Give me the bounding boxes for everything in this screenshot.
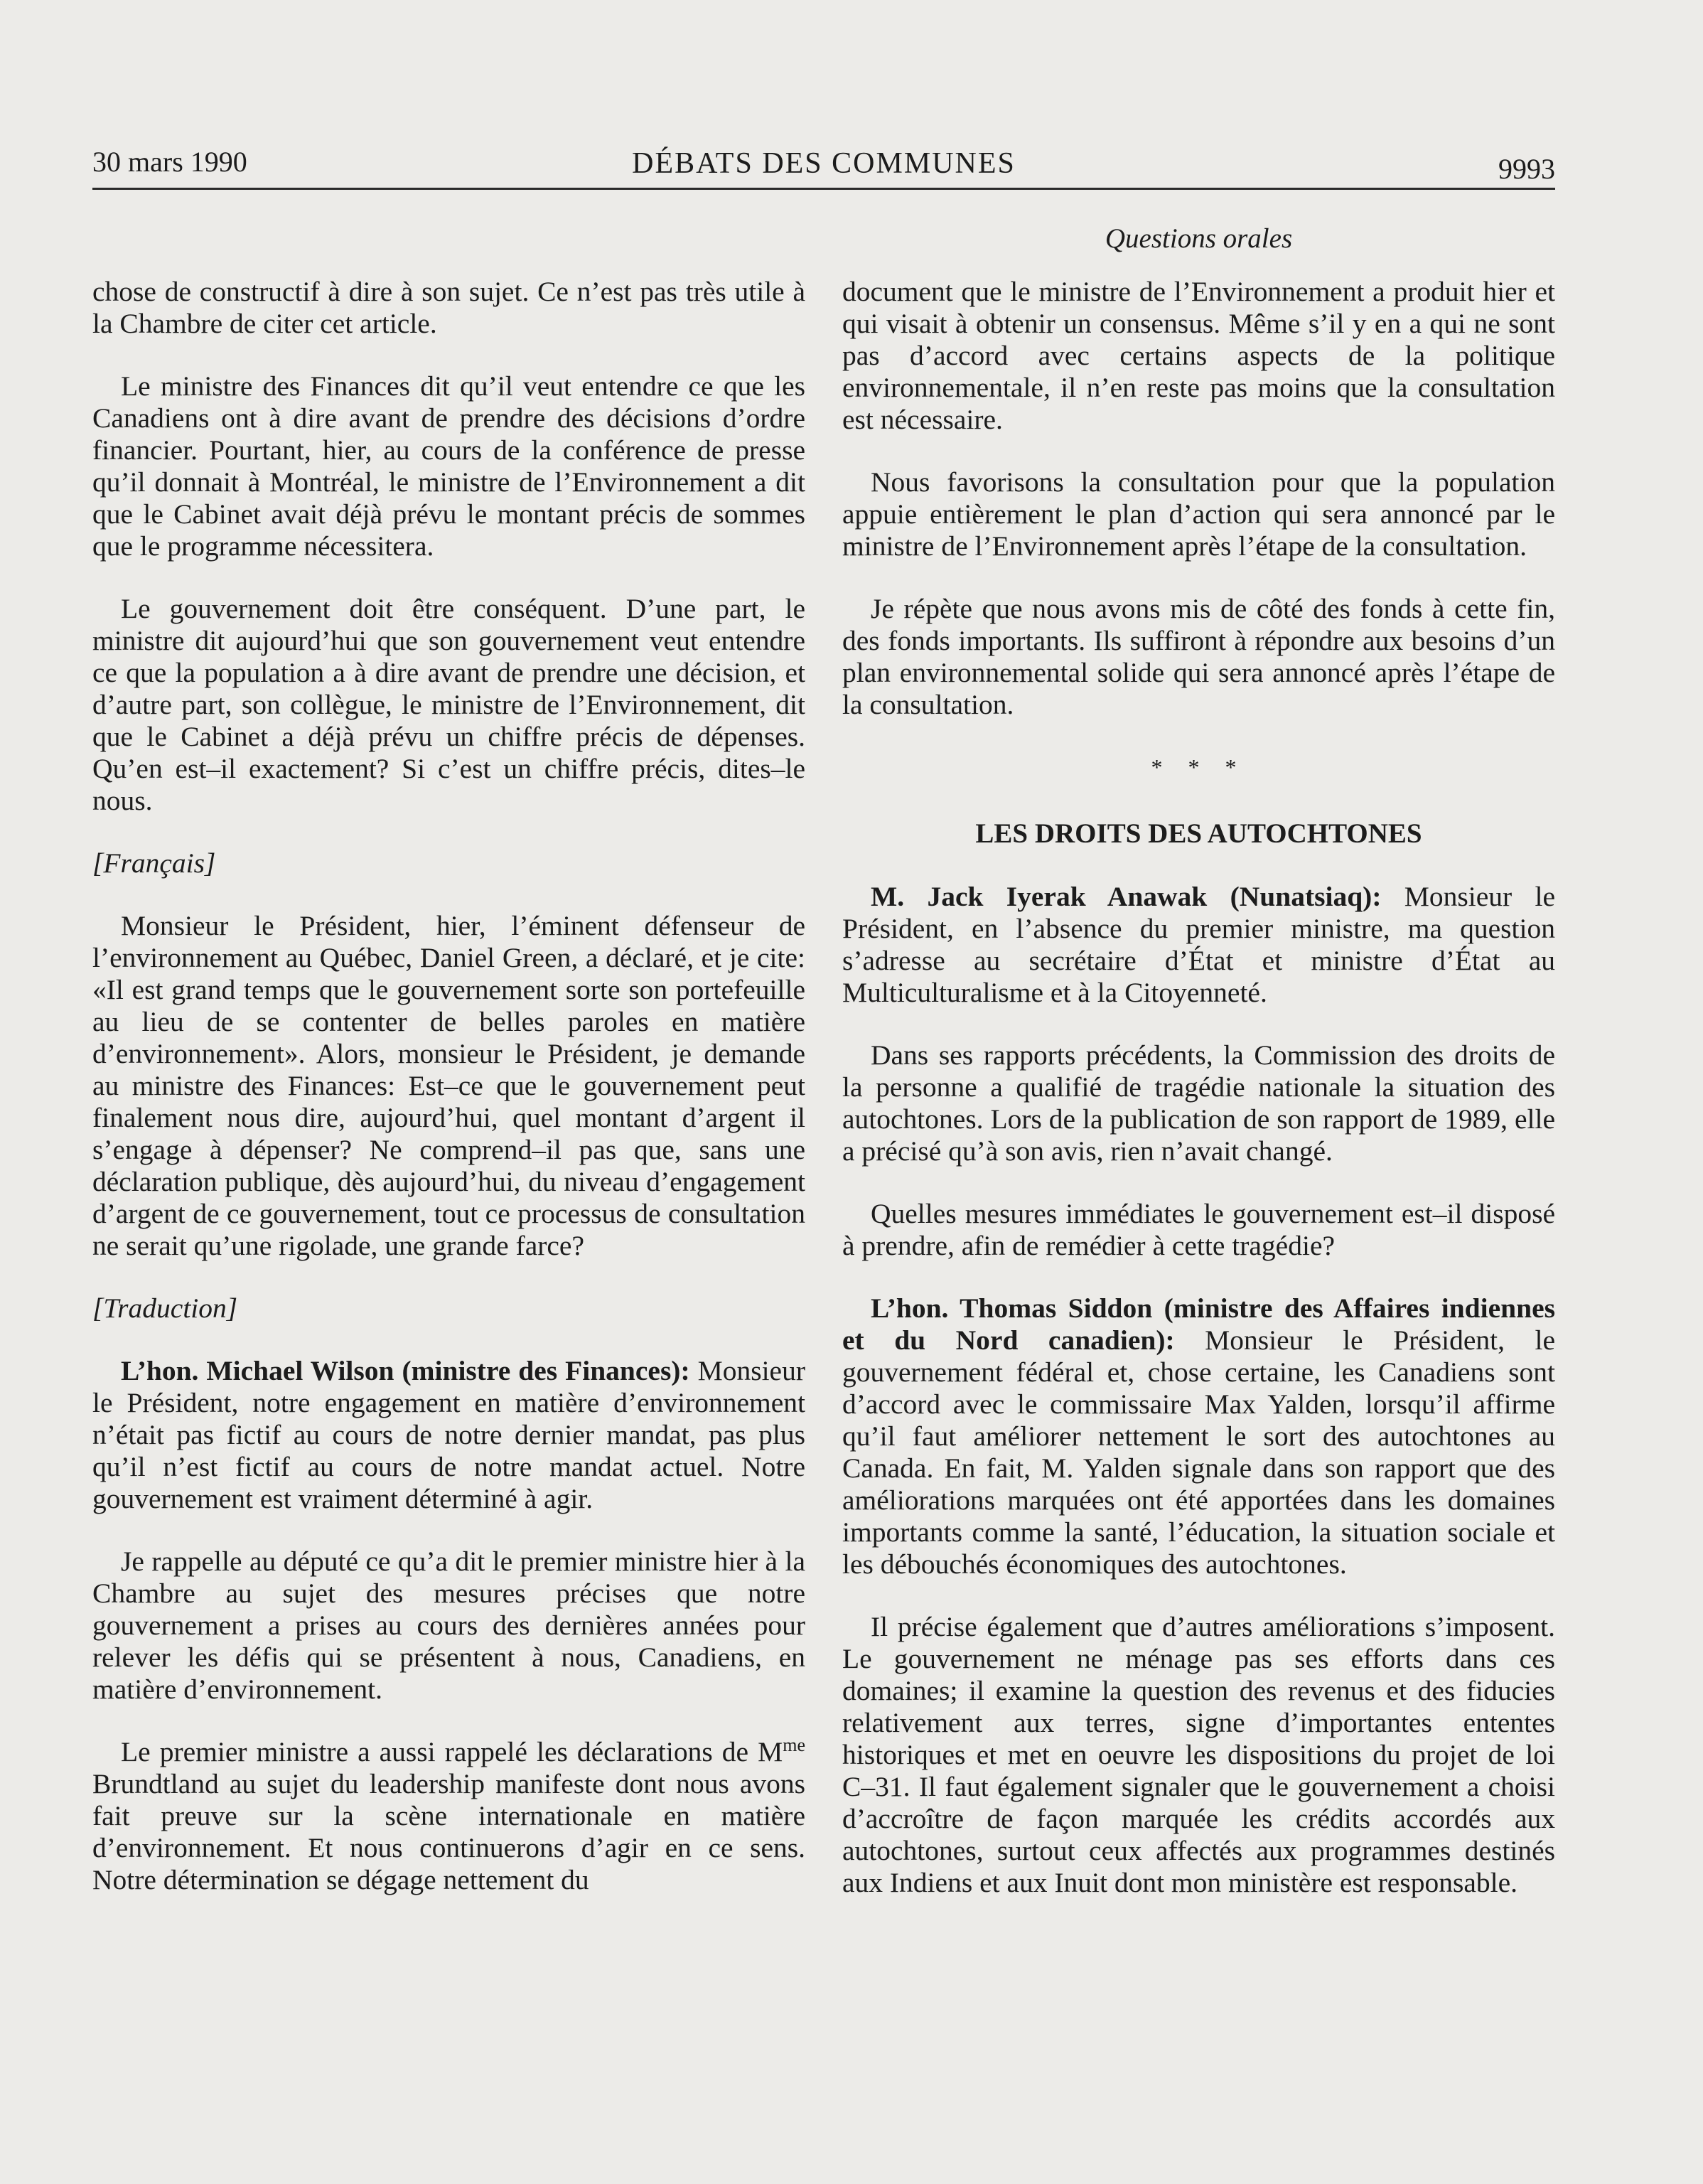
header-date: 30 mars 1990 bbox=[92, 146, 247, 178]
speech-paragraph bbox=[842, 1292, 1555, 1580]
page-number: 9993 bbox=[1498, 153, 1555, 185]
paragraph: document que le ministre de l’Environnement a produit hier et qui visait à obtenir un consensus. Même s’il y en a qui ne sont pas d’accord avec certains aspects de la politique environnementale, il n’en reste pas moins que la consultation est nécessaire. bbox=[842, 276, 1555, 435]
paragraph: Le gouvernement doit être conséquent. D’une part, le ministre dit aujourd’hui que son gouvernement veut entendre ce que la population a à dire avant de prendre une décision, et d’autre part, son collègue, le ministre de l’Environnement, dit que le Cabinet a déjà prévu un chiffre précis de dépenses. Qu’en est–il exactement? Si c’est un chiffre précis, dites–le nous. bbox=[92, 593, 805, 816]
paragraph: Il précise également que d’autres améliorations s’imposent. Le gouvernement ne ménage pas ses efforts dans ces domaines; il examine la question des revenus et des fiducies relativement aux terres, signe d’importantes ententes historiques et met en oeuvre les dispositions du projet de loi C–31. Il faut également signaler que le gouvernement a choisi d’accroître de façon marquée les crédits accordés aux autochtones, surtout ceux affectés aux programmes destinés aux Indiens et aux Inuit dont mon ministère est responsable. bbox=[842, 1611, 1555, 1898]
paragraph-text: Le premier ministre a aussi rappelé les déclarations de M bbox=[121, 1736, 783, 1767]
section-separator: * * * bbox=[1151, 754, 1247, 780]
speech-text: Monsieur le Président, le gouvernement fédéral et, chose certaine, les Canadiens sont d’accord avec le commissaire Max Yalden, lorsqu’il affirme qu’il faut améliorer nettement le sort des autochtones au Canada. En fait, M. Yalden signale dans son rapport que des améliorations marquées ont été apportées dans les domaines importants comme la santé, l’éducation, la situation sociale et les débouchés économiques des autochtones. bbox=[842, 1324, 1555, 1580]
speaker-name: L’hon. Thomas Siddon (ministre des Affaires indiennes et du Nord canadien): bbox=[842, 1292, 1555, 1356]
speech-text: Monsieur le Président, en l’absence du premier ministre, ma question s’adresse au secrétaire d’État et ministre d’État au Multiculturalisme et à la Citoyenneté. bbox=[842, 881, 1555, 1008]
header-title: DÉBATS DES COMMUNES bbox=[632, 147, 1016, 180]
speech-paragraph bbox=[92, 1355, 805, 1515]
paragraph: Monsieur le Président, hier, l’éminent défenseur de l’environnement au Québec, Daniel Green, a déclaré, et je cite: «Il est grand temps que le gouvernement sorte son portefeuille au lieu de se contenter de belles paroles en matière d’environnement». Alors, monsieur le Président, je demande au ministre des Finances: Est–ce que le gouvernement peut finalement nous dire, aujourd’hui, quel montant d’argent il s’engage à dépenser? Ne comprend–il pas que, sans une déclaration publique, dès aujourd’hui, du niveau d’engagement d’argent de ce gouvernement, tout ce processus de consultation ne serait qu’une rigolade, une grande farce? bbox=[92, 910, 805, 1261]
section-heading: LES DROITS DES AUTOCHTONES bbox=[975, 818, 1422, 849]
paragraph: Dans ses rapports précédents, la Commission des droits de la personne a qualifié de tragédie nationale la situation des autochtones. Lors de la publication de son rapport de 1989, elle a précisé qu’à son avis, rien n’avait changé. bbox=[842, 1039, 1555, 1167]
paragraph-text: Brundtland au sujet du leadership manifeste dont nous avons fait preuve sur la scène internationale en matière d’environnement. Et nous continuerons d’agir en ce sens. Notre détermination se dégage nettement du bbox=[92, 1768, 805, 1895]
paragraph: Je rappelle au député ce qu’a dit le premier ministre hier à la Chambre au sujet des mesures précises que notre gouvernement a prises au cours des dernières années pour relever les défis qui se présentent à nous, Canadiens, en matière d’environnement. bbox=[92, 1546, 805, 1705]
speech-text: Monsieur le Président, notre engagement en matière d’environnement n’était pas fictif au cours de notre dernier mandat, pas plus qu’il n’est fictif au cours de notre mandat actuel. Notre gouvernement est vraiment déterminé à agir. bbox=[92, 1355, 805, 1514]
paragraph: Quelles mesures immédiates le gouvernement est–il disposé à prendre, afin de remédier à cette tragédie? bbox=[842, 1198, 1555, 1261]
right-column bbox=[842, 276, 1555, 1929]
language-marker: [Traduction] bbox=[92, 1292, 238, 1324]
paragraph: Le ministre des Finances dit qu’il veut entendre ce que les Canadiens ont à dire avant de prendre des décisions d’ordre financier. Pourtant, hier, au cours de la conférence de presse qu’il donnait à Montréal, le ministre de l’Environnement a dit que le Cabinet avait déjà prévu le montant précis de sommes que le programme nécessitera. bbox=[92, 370, 805, 562]
left-column bbox=[92, 276, 805, 1927]
page-header bbox=[92, 142, 1555, 190]
superscript: me bbox=[783, 1734, 805, 1755]
speech-paragraph bbox=[842, 881, 1555, 1009]
speaker-name: L’hon. Michael Wilson (ministre des Finances): bbox=[121, 1355, 690, 1386]
language-marker: [Français] bbox=[92, 847, 216, 879]
section-label: Questions orales bbox=[1105, 223, 1293, 254]
paragraph: Je répète que nous avons mis de côté des fonds à cette fin, des fonds importants. Ils suffiront à répondre aux besoins d’un plan environnemental solide qui sera annoncé après l’étape de la consultation. bbox=[842, 593, 1555, 720]
speaker-name: M. Jack Iyerak Anawak (Nunatsiaq): bbox=[871, 881, 1382, 912]
paragraph: chose de constructif à dire à son sujet. Ce n’est pas très utile à la Chambre de citer cet article. bbox=[92, 276, 805, 339]
paragraph: Nous favorisons la consultation pour que la population appuie entièrement le plan d’action qui sera annoncé par le ministre de l’Environnement après l’étape de la consultation. bbox=[842, 466, 1555, 562]
paragraph bbox=[92, 1736, 805, 1896]
